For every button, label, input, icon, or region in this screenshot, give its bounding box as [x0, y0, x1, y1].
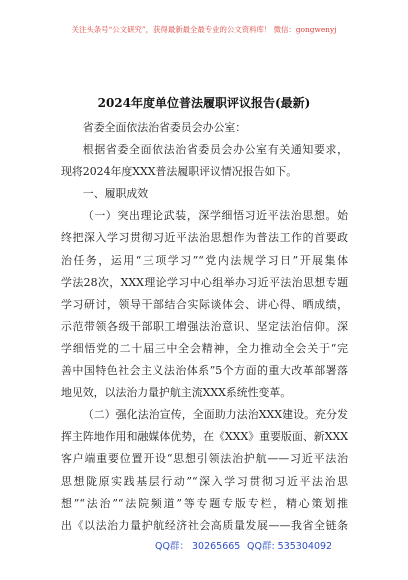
footer-qq-group-1: QQ群： 30265665 [155, 541, 241, 552]
paragraph-line: 挥主阵地作用和融媒体优势，在《XXX》重要版面、新XXX [61, 430, 348, 444]
paragraph-line: 出《以法治力量护航经济社会高质量发展——我省全链条 [61, 518, 348, 532]
paragraph-line: 学细悟党的二十届三中全会精神，全力推动全会关于“完 [61, 341, 348, 355]
paragraph-line: 地见效，以法治力量护航主流XXX系统性变革。 [61, 386, 292, 400]
paragraph-line: 思想陇原实践基层行动”“深入学习贯彻习近平法治思 [61, 474, 348, 488]
paragraph-line: 终把深入学习贯彻习近平法治思想作为普法工作的首要政 [61, 231, 348, 245]
salutation: 省委全面依法治省委员会办公室： [82, 121, 247, 134]
paragraph-line: 示范带领各级干部职工增强法治意识、坚定法治信仰。深 [61, 319, 348, 333]
paragraph-line: 学法28次，XXX理论学习中心组举办习近平法治思想专题 [61, 275, 348, 289]
header-notice: 关注头条号“公文研究”，获得最新最全最专业的公文资料库！ 微信：gongwenyj [71, 25, 337, 34]
document-title: 2024年度单位普法履职评议报告(最新) [97, 96, 311, 110]
paragraph-line: （一）突出理论武装，深学细悟习近平法治思想。始 [82, 209, 348, 223]
document-body [61, 117, 348, 537]
paragraph-line: 学习研讨，领导干部结合实际谈体会、讲心得、晒成绩， [61, 297, 348, 311]
intro-line: 现将2024年度XXX普法履职评议情况报告如下。 [61, 165, 298, 179]
intro-line: 根据省委全面依法治省委员会办公室有关通知要求， [82, 143, 348, 157]
paragraph-line: 治任务，运用“三项学习”“党内法规学习日”开展集体 [61, 253, 348, 267]
section-heading: 一、履职成效 [82, 187, 149, 201]
paragraph-line: 想”“法治”“法院频道”等专题专版专栏，精心策划推 [61, 496, 348, 510]
paragraph-line: 善中国特色社会主义法治体系”5个方面的重大改革部署落 [61, 364, 348, 378]
footer-qq-group-2: QQ群: 535304092 [247, 541, 333, 552]
paragraph-line: （二）强化法治宣传，全面助力法治XXX建设。充分发 [82, 408, 348, 422]
footer [0, 540, 408, 554]
paragraph-line: 客户端重要位置开设“思想引领法治护航——习近平法治 [61, 452, 348, 466]
